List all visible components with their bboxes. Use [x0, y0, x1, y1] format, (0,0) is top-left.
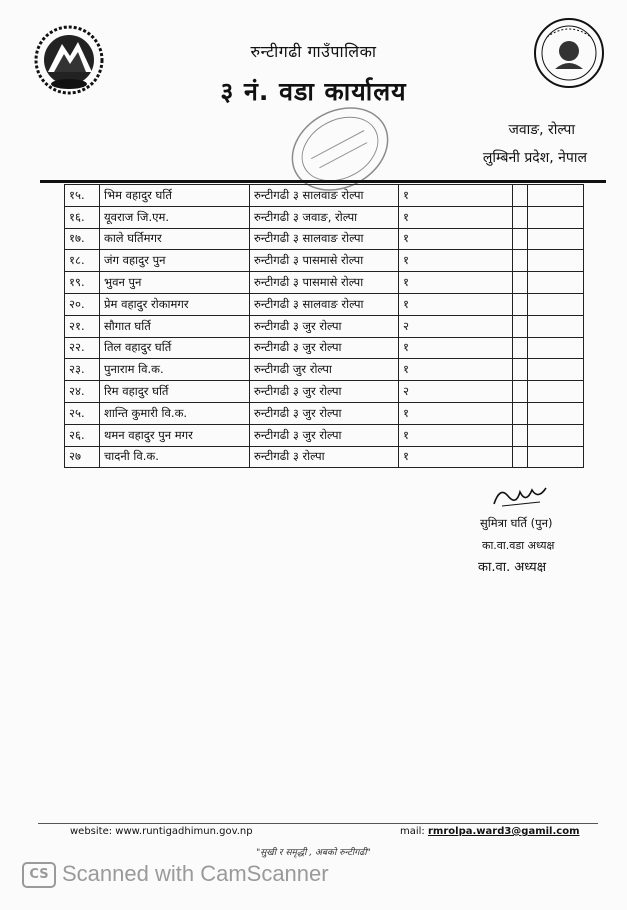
row-serial: २०. — [65, 293, 100, 315]
row-empty-cell — [513, 446, 528, 468]
row-empty-cell — [528, 206, 584, 228]
row-empty-cell — [513, 206, 528, 228]
row-name: भिम वहादुर घर्ति — [100, 185, 250, 207]
row-empty-cell — [513, 293, 528, 315]
row-empty-cell — [528, 446, 584, 468]
row-count: १ — [399, 402, 513, 424]
row-empty-cell — [528, 359, 584, 381]
row-count: १ — [399, 206, 513, 228]
mail-link[interactable]: rmrolpa.ward3@gamil.com — [427, 826, 580, 837]
website-label: website: — [70, 826, 113, 837]
row-empty-cell — [528, 402, 584, 424]
row-empty-cell — [528, 381, 584, 403]
footer-website — [70, 826, 253, 837]
row-serial: १६. — [65, 206, 100, 228]
row-count: १ — [399, 293, 513, 315]
row-count: १ — [399, 446, 513, 468]
row-address: रुन्टीगढी ३ सालवाङ रोल्पा — [250, 185, 399, 207]
row-empty-cell — [528, 250, 584, 272]
signatory-name: सुमित्रा घर्ति (पुन) — [480, 516, 553, 530]
row-empty-cell — [513, 315, 528, 337]
header-divider — [40, 180, 606, 183]
row-empty-cell — [528, 228, 584, 250]
row-name: चादनी वि.क. — [100, 446, 250, 468]
row-empty-cell — [528, 272, 584, 294]
camscanner-logo-icon: CS — [22, 862, 56, 888]
address-line-2: लुम्बिनी प्रदेश, नेपाल — [482, 150, 587, 166]
row-address: रुन्टीगढी ३ पासमासे रोल्पा — [250, 272, 399, 294]
camscanner-watermark: Scanned with CamScanner — [62, 861, 329, 886]
table-row — [65, 446, 584, 468]
row-count: १ — [399, 337, 513, 359]
row-name: पुनाराम वि.क. — [100, 359, 250, 381]
row-serial: २५. — [65, 402, 100, 424]
table-row — [65, 402, 584, 424]
row-name: यूवराज जि.एम. — [100, 206, 250, 228]
table-row — [65, 228, 584, 250]
row-serial: २३. — [65, 359, 100, 381]
row-empty-cell — [528, 424, 584, 446]
row-empty-cell — [528, 337, 584, 359]
row-serial: १५. — [65, 185, 100, 207]
row-empty-cell — [513, 250, 528, 272]
row-address: रुन्टीगढी ३ जुर रोल्पा — [250, 337, 399, 359]
row-name: भुवन पुन — [100, 272, 250, 294]
table-row — [65, 185, 584, 207]
footer-divider — [38, 823, 598, 824]
row-count: २ — [399, 381, 513, 403]
row-address: रुन्टीगढी ३ पासमासे रोल्पा — [250, 250, 399, 272]
row-address: रुन्टीगढी ३ जुर रोल्पा — [250, 315, 399, 337]
row-address: रुन्टीगढी ३ जवाङ, रोल्पा — [250, 206, 399, 228]
row-address: रुन्टीगढी ३ सालवाङ रोल्पा — [250, 293, 399, 315]
row-count: १ — [399, 250, 513, 272]
row-name: शान्ति कुमारी वि.क. — [100, 402, 250, 424]
table-row — [65, 293, 584, 315]
row-name: जंग वहादुर पुन — [100, 250, 250, 272]
row-address: रुन्टीगढी जुर रोल्पा — [250, 359, 399, 381]
row-empty-cell — [513, 185, 528, 207]
row-count: १ — [399, 272, 513, 294]
table-row — [65, 272, 584, 294]
row-address: रुन्टीगढी ३ सालवाङ रोल्पा — [250, 228, 399, 250]
row-name: सौगात घर्ति — [100, 315, 250, 337]
row-count: १ — [399, 185, 513, 207]
table-row — [65, 337, 584, 359]
table-row — [65, 381, 584, 403]
row-name: काले घर्तिमगर — [100, 228, 250, 250]
website-link[interactable]: www.runtigadhimun.gov.np — [115, 826, 253, 837]
row-count: १ — [399, 359, 513, 381]
signatory-role-handwritten: का.वा. अध्यक्ष — [478, 560, 547, 575]
row-serial: १९. — [65, 272, 100, 294]
mail-label: mail: — [400, 826, 425, 837]
row-name: रिम वहादुर घर्ति — [100, 381, 250, 403]
signatory-role: का.वा.वडा अध्यक्ष — [482, 539, 555, 552]
row-name: थमन वहादुर पुन मगर — [100, 424, 250, 446]
table-row — [65, 424, 584, 446]
row-count: १ — [399, 228, 513, 250]
row-address: रुन्टीगढी ३ जुर रोल्पा — [250, 402, 399, 424]
row-serial: १७. — [65, 228, 100, 250]
row-serial: २१. — [65, 315, 100, 337]
address-line-1: जवाङ, रोल्पा — [508, 122, 575, 138]
row-empty-cell — [513, 272, 528, 294]
row-empty-cell — [513, 337, 528, 359]
footer-slogan: "सुखी र समृद्धी , अबको रुन्टीगढी" — [256, 848, 371, 858]
row-empty-cell — [513, 402, 528, 424]
handwritten-signature-icon — [490, 482, 550, 512]
row-empty-cell — [513, 228, 528, 250]
row-empty-cell — [513, 424, 528, 446]
footer-mail — [400, 826, 580, 837]
row-empty-cell — [513, 359, 528, 381]
row-serial: २६. — [65, 424, 100, 446]
row-empty-cell — [528, 185, 584, 207]
row-serial: २४. — [65, 381, 100, 403]
table-row — [65, 315, 584, 337]
table-row — [65, 206, 584, 228]
row-empty-cell — [513, 381, 528, 403]
row-empty-cell — [528, 293, 584, 315]
table-row — [65, 359, 584, 381]
row-name: प्रेम वहादुर रोकामगर — [100, 293, 250, 315]
row-name: तिल वहादुर घर्ति — [100, 337, 250, 359]
row-empty-cell — [528, 315, 584, 337]
beneficiary-table — [64, 184, 584, 468]
row-serial: १८. — [65, 250, 100, 272]
table-row — [65, 250, 584, 272]
row-count: २ — [399, 315, 513, 337]
row-address: रुन्टीगढी ३ जुर रोल्पा — [250, 424, 399, 446]
office-title: ३ नं. वडा कार्यालय — [220, 77, 407, 106]
row-serial: २७ — [65, 446, 100, 468]
row-address: रुन्टीगढी ३ जुर रोल्पा — [250, 381, 399, 403]
row-count: १ — [399, 424, 513, 446]
row-address: रुन्टीगढी ३ रोल्पा — [250, 446, 399, 468]
row-serial: २२. — [65, 337, 100, 359]
municipality-name: रुन्टीगढी गाउँपालिका — [250, 42, 377, 61]
